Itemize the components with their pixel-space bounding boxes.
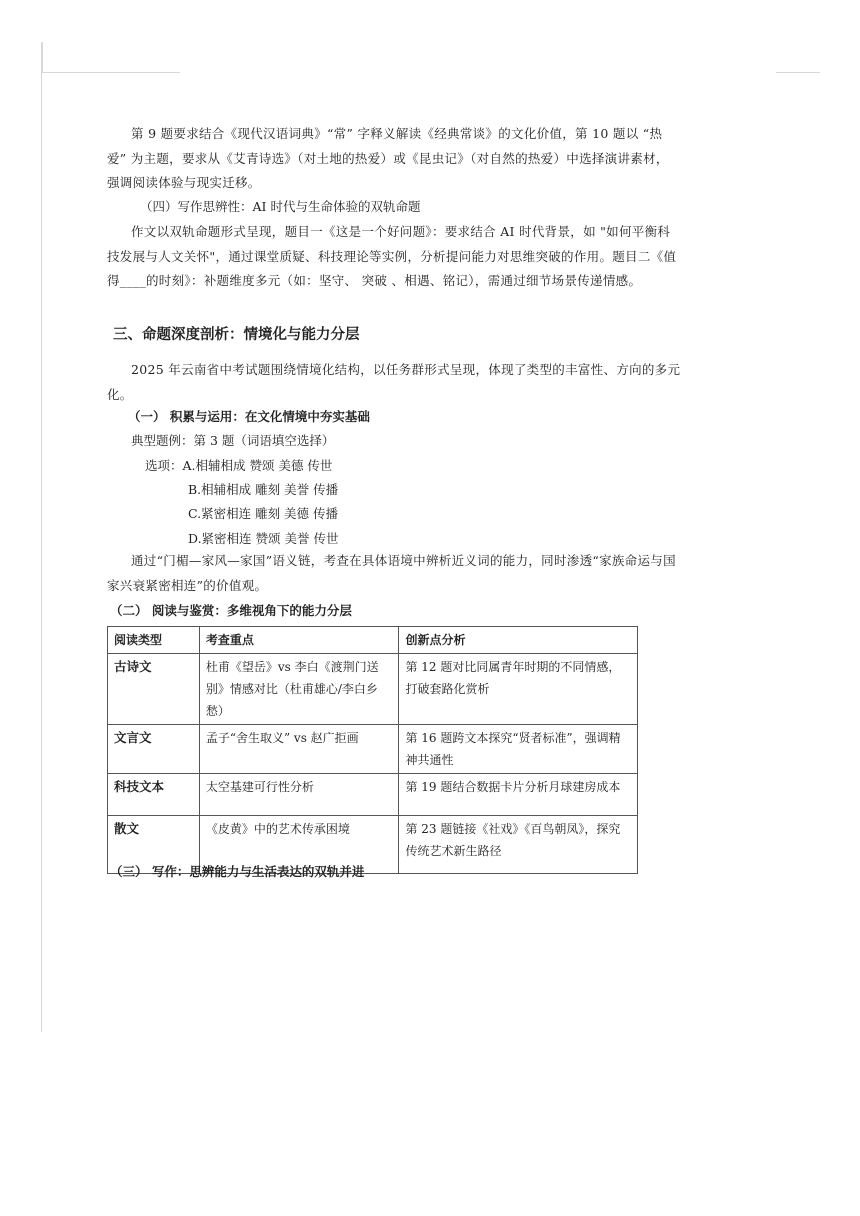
subheading-writing: （三） 写作：思辨能力与生活表达的双轨并进 bbox=[110, 864, 365, 879]
page-left-rule bbox=[41, 42, 42, 1032]
reading-analysis-table bbox=[107, 626, 638, 874]
table-cell-innovation: 第 23 题链接《社戏》《百鸟朝凤》，探究传统艺术新生路径 bbox=[399, 816, 638, 874]
paragraph-semantic-chain: 通过“门楣—家风—家国”语义链，考查在具体语境中辨析近义词的能力，同时渗透“家族命运与国家兴衰紧密相连”的价值观。 bbox=[107, 553, 676, 593]
page-corner-mark bbox=[42, 42, 43, 72]
table-cell-type: 科技文本 bbox=[108, 774, 200, 816]
option-d: D.紧密相连 赞颂 美誉 传世 bbox=[188, 531, 339, 546]
option-a: 选项：A.相辅相成 赞颂 美德 传世 bbox=[145, 458, 333, 473]
table-cell-focus: 孟子“舍生取义” vs 赵广拒画 bbox=[199, 725, 399, 774]
table-row bbox=[108, 725, 638, 774]
paragraph-q9: 第 9 题要求结合《现代汉语词典》“常” 字释义解读《经典常谈》的文化价值，第 10 题以 “热爱” 为主题，要求从《艾青诗选》（对土地的热爱）或《昆虫记》（对自然的热爱）中选择演讲素材，强调阅读体验与现实迁移。 bbox=[107, 126, 669, 190]
paragraph-2025: 2025 年云南省中考试题围绕情境化结构，以任务群形式呈现，体现了类型的丰富性、方向的多元化。 bbox=[107, 362, 681, 402]
table-cell-innovation: 第 19 题结合数据卡片分析月球建房成本 bbox=[399, 774, 638, 816]
table-cell-focus: 太空基建可行性分析 bbox=[199, 774, 399, 816]
table-cell-type: 散文 bbox=[108, 816, 200, 874]
section-title-3: 三、命题深度剖析：情境化与能力分层 bbox=[113, 327, 360, 343]
table-cell-type: 文言文 bbox=[108, 725, 200, 774]
table-cell-innovation: 第 16 题跨文本探究“贤者标准”，强调精神共通性 bbox=[399, 725, 638, 774]
table-header-cell: 阅读类型 bbox=[108, 627, 200, 654]
option-b: B.相辅相成 雕刻 美誉 传播 bbox=[188, 482, 339, 497]
table-cell-focus: 杜甫《望岳》vs 李白《渡荆门送别》情感对比（杜甫雄心/李白乡愁） bbox=[199, 654, 399, 725]
table-cell-focus: 《皮黄》中的艺术传承困境 bbox=[199, 816, 399, 874]
table-header-row bbox=[108, 627, 638, 654]
table-header-cell: 创新点分析 bbox=[399, 627, 638, 654]
option-c: C.紧密相连 雕刻 美德 传播 bbox=[188, 506, 339, 521]
table-cell-innovation: 第 12 题对比同属青年时期的不同情感，打破套路化赏析 bbox=[399, 654, 638, 725]
table-row bbox=[108, 654, 638, 725]
subheading-reading: （二） 阅读与鉴赏：多维视角下的能力分层 bbox=[110, 603, 352, 618]
table-cell-type: 古诗文 bbox=[108, 654, 200, 725]
subheading-accumulation: （一） 积累与运用：在文化情境中夯实基础 bbox=[128, 409, 370, 424]
paragraph-writing: 作文以双轨命题形式呈现，题目一《这是一个好问题》：要求结合 AI 时代背景，如 "如何平衡科技发展与人文关怀"，通过课堂质疑、科技理论等实例，分析提问能力对思维突破的作用。题目二《值得____的时刻》：补题维度多元（如：坚守、 突破 、相遇、铭记），需通过细节场景传递情感。 bbox=[107, 224, 677, 288]
table-row bbox=[108, 774, 638, 816]
page-top-rule-right bbox=[776, 72, 820, 73]
example-label: 典型题例：第 3 题（词语填空选择） bbox=[131, 433, 335, 448]
table-header-cell: 考查重点 bbox=[199, 627, 399, 654]
heading-writing-thinking: （四）写作思辨性：AI 时代与生命体验的双轨命题 bbox=[140, 199, 421, 214]
page-top-rule-left bbox=[42, 72, 180, 73]
